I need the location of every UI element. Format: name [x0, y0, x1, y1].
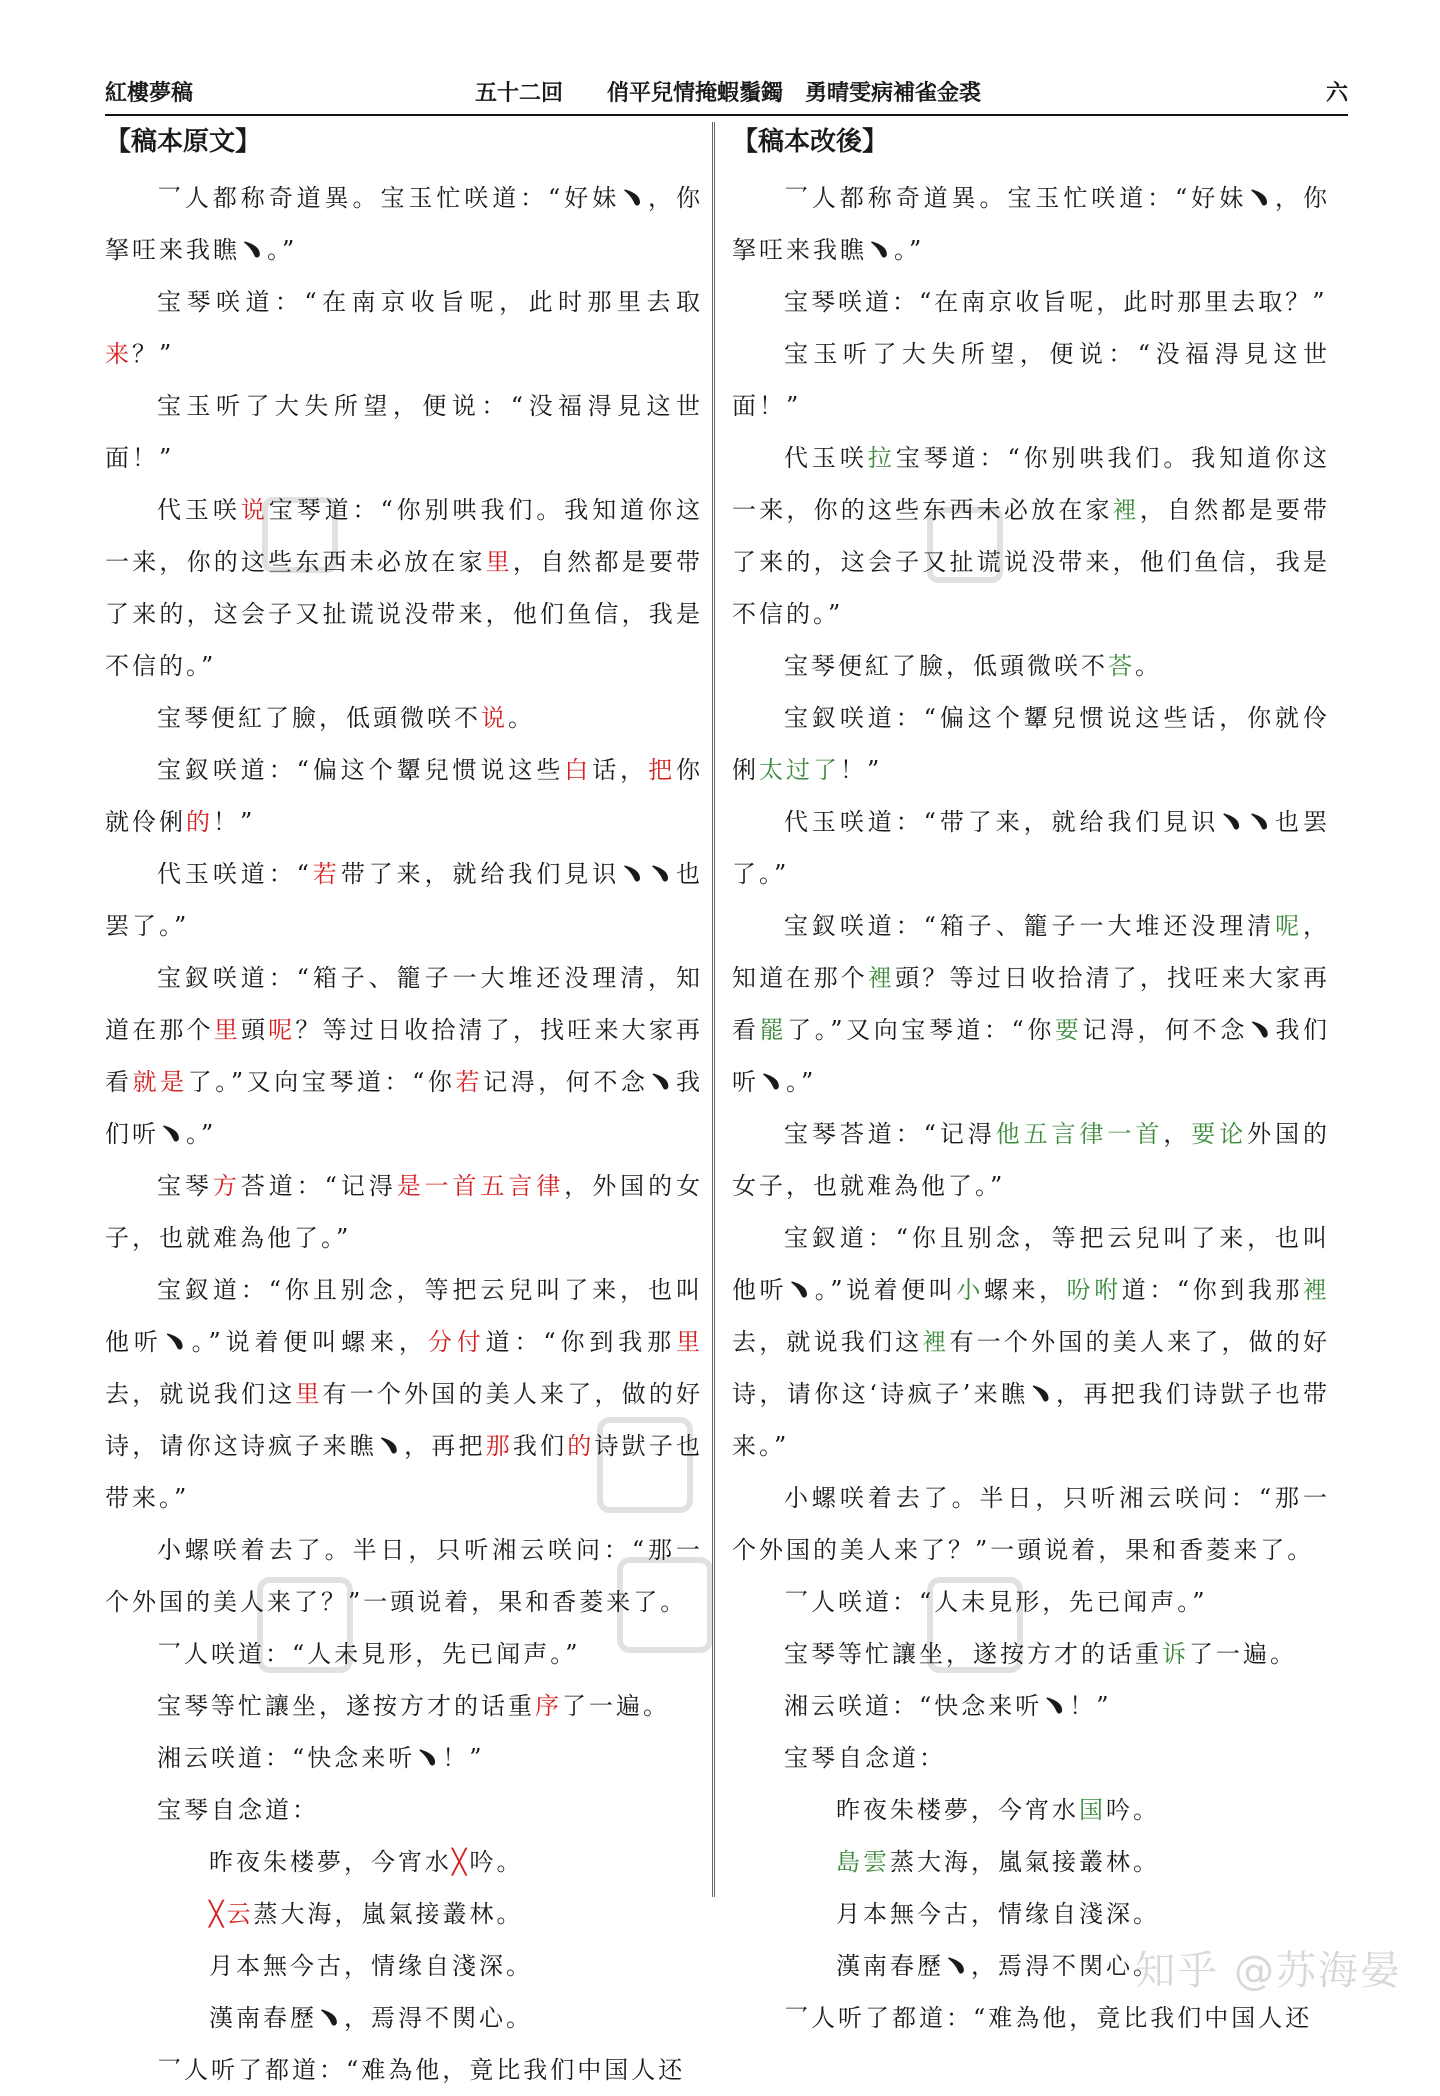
text-segment: 宝琴 [157, 1172, 213, 1200]
text-segment: 乛人都称奇道異。宝玉忙咲道：“好妹﹅，你拏㕵来我瞧﹅。” [105, 184, 703, 264]
poem-line [732, 1888, 1330, 1940]
column-divider [712, 122, 715, 1897]
paragraph [105, 1264, 703, 1524]
text-segment: ， [1163, 1120, 1192, 1148]
text-segment: 宝琴咲道：“在南京收旨呢，此时那里去取 [157, 288, 703, 316]
text-segment: 螺来， [983, 1276, 1067, 1304]
text-segment: 我们 [512, 1432, 568, 1460]
paragraph [732, 1472, 1330, 1576]
revised-text-column [732, 122, 1330, 2044]
text-segment: 宝玉听了大失所望，便说：“没福淂見这世面！” [105, 392, 703, 472]
paragraph [105, 1732, 703, 1784]
text-segment: 宝釵道：“你且别念，等把云兒叫了来，也叫他听﹅。”说着便叫螺来， [105, 1276, 703, 1356]
text-segment: 月本無今古，情缘自淺深。 [209, 1952, 533, 1980]
revised-marked-text: 太过了 [759, 756, 840, 784]
revised-body [732, 172, 1330, 2044]
revised-marked-text: 小 [956, 1276, 984, 1304]
text-segment: 道：“你到我那 [1121, 1276, 1304, 1304]
paragraph [105, 692, 703, 744]
text-segment: 有一个外国的美人来了，做的好诗，请你这诗疯子来瞧﹅，再把 [105, 1380, 704, 1460]
text-segment: 宝琴荅道：“记淂 [784, 1120, 996, 1148]
page-number: 六 [1325, 80, 1348, 106]
text-segment: 昨夜朱楼夢，今宵水 [836, 1796, 1079, 1824]
text-segment: 乛人咲道：“人未見形，先已闻声。” [157, 1640, 581, 1668]
revised-marked-text: 呢 [1275, 912, 1303, 940]
paragraph [105, 380, 703, 484]
paragraph [105, 276, 703, 380]
paragraph [732, 172, 1330, 276]
text-segment: 话， [592, 756, 649, 784]
text-segment: 乛人听了都道：“难為他，竟比我们中国人还 [157, 2056, 686, 2084]
original-section-title: 【稿本原文】 [105, 127, 262, 157]
text-segment: 宝玉听了大失所望，便说：“没福淂見这世面！” [732, 340, 1330, 420]
text-segment: 宝釵咲道：“偏这个顰兒惯说这些话，你就伶俐 [732, 704, 1330, 784]
text-segment: 宝琴自念道： [784, 1744, 946, 1772]
chapter-title: 五十二回 俏平兒情掩蝦鬚鐲 勇晴雯病補雀金裘 [475, 80, 982, 106]
original-marked-text: 白 [564, 756, 593, 784]
text-segment: 去，就说我们这 [105, 1380, 296, 1408]
original-body [105, 172, 703, 2096]
original-text-column [105, 122, 703, 2096]
poem-line [105, 1888, 703, 1940]
text-segment: 了。”又向宝琴道：“你 [787, 1016, 1055, 1044]
poem-line [105, 1940, 703, 1992]
original-marked-text: 说 [240, 496, 269, 524]
revised-marked-text: 裡 [922, 1328, 950, 1356]
text-segment: 宝琴等忙讓坐，遂按方才的话重 [157, 1692, 535, 1720]
paragraph [732, 692, 1330, 796]
poem-line [105, 1992, 703, 2044]
book-title: 紅樓夢稿 [105, 80, 194, 106]
text-segment: 宝琴咲道：“在南京收旨呢，此时那里去取？” [784, 288, 1328, 316]
original-marked-text: 里 [676, 1328, 703, 1356]
text-segment: 去，就说我们这 [732, 1328, 923, 1356]
text-segment: ？等过日收拾清了，找㕵来大家再看 [105, 1016, 704, 1096]
text-segment: 昨夜朱楼夢，今宵水 [209, 1848, 452, 1876]
text-segment: 宝釵咲道：“箱子、籠子一大堆还没理清，知道在那个 [105, 964, 703, 1044]
paragraph [105, 952, 703, 1160]
paragraph [732, 640, 1330, 692]
original-marked-text: 是一首五言律 [396, 1172, 565, 1200]
text-segment: ，知道在那个 [732, 912, 1330, 992]
original-marked-text: 里 [295, 1380, 323, 1408]
paragraph [732, 432, 1330, 640]
text-segment: 代玉咲 [157, 496, 241, 524]
text-segment: 代玉咲 [784, 444, 868, 472]
text-segment: 了一遍。 [1189, 1640, 1297, 1668]
text-segment: 蒸大海，嵐氣接叢林。 [253, 1900, 524, 1928]
text-segment: 带了来，就给我们見识﹅﹅也罢了。” [105, 860, 704, 940]
text-segment: 。 [508, 704, 535, 732]
text-segment: 代玉咲道：“带了来，就给我们見识﹅﹅也罢了。” [732, 808, 1330, 888]
text-segment: 宝琴道：“你别哄我们。我知道你这一来，你的这些东西未必放在家 [732, 444, 1331, 524]
original-marked-text: 来 [105, 340, 132, 368]
text-segment: ，自然都是要带了来的，这会子又扯谎说没带来，他们鱼信，我是不信的。” [732, 496, 1331, 628]
revised-marked-text: 島雲 [836, 1848, 890, 1876]
text-segment: ，外国的女子，也就难為他了。” [105, 1172, 704, 1252]
header-rule [105, 114, 1348, 116]
text-segment: ！” [213, 808, 256, 836]
text-segment: 漢南春歷﹅，焉淂不関心。 [836, 1952, 1160, 1980]
paragraph [732, 1628, 1330, 1680]
text-segment: 頭 [240, 1016, 269, 1044]
revised-marked-text: 要论 [1191, 1120, 1248, 1148]
revised-marked-text: 诉 [1162, 1640, 1189, 1668]
text-segment: 宝琴便紅了臉，低頭微咲不 [784, 652, 1108, 680]
text-segment: 荅道：“记淂 [240, 1172, 397, 1200]
original-marked-text: 分付 [427, 1328, 486, 1356]
paragraph [732, 1732, 1330, 1784]
paragraph [732, 276, 1330, 328]
text-segment: 頭？等过日收拾清了，找㕵来大家再看 [732, 964, 1331, 1044]
text-segment: ，自然都是要带了来的，这会子又扯谎说没带来，他们鱼信，我是不信的。” [105, 548, 704, 680]
original-marked-text: 的 [567, 1432, 595, 1460]
original-marked-text: 若 [455, 1068, 484, 1096]
text-segment: 漢南春歷﹅，焉淂不関心。 [209, 2004, 533, 2032]
text-segment: 月本無今古，情缘自淺深。 [836, 1900, 1160, 1928]
page-header [105, 70, 1348, 120]
text-segment: ！” [840, 756, 883, 784]
text-segment: 乛人听了都道：“难為他，竟比我们中国人还 [784, 2004, 1313, 2032]
paragraph [105, 484, 703, 692]
revised-marked-text: 裡 [1303, 1276, 1331, 1304]
poem-line [732, 1836, 1330, 1888]
footer-credit: 知乎 @苏海晏 [1135, 1948, 1402, 1994]
revised-marked-text: 裡 [867, 964, 896, 992]
paragraph [732, 1576, 1330, 1628]
poem-line [105, 1836, 703, 1888]
revised-marked-text: 他五言律一首 [995, 1120, 1164, 1148]
text-segment: 乛人咲道：“人未見形，先已闻声。” [784, 1588, 1208, 1616]
paragraph [105, 1160, 703, 1264]
paragraph [105, 1524, 703, 1628]
text-segment: 宝琴便紅了臉，低頭微咲不 [157, 704, 481, 732]
text-segment: 宝琴道：“你别哄我们。我知道你这一来，你的这些东西未必放在家 [105, 496, 704, 576]
original-marked-text: 里 [485, 548, 513, 576]
paragraph [732, 1680, 1330, 1732]
revised-marked-text: 吩咐 [1066, 1276, 1122, 1304]
paragraph [732, 796, 1330, 900]
text-segment: 记淂，何不念﹅我们听﹅。” [105, 1068, 704, 1148]
text-segment: 道：“你到我那 [485, 1328, 676, 1356]
revised-section-title: 【稿本改後】 [732, 127, 889, 157]
text-segment: 外国的女子，也就难為他了。” [732, 1120, 1331, 1200]
text-segment: 了。”又向宝琴道：“你 [187, 1068, 456, 1096]
text-segment: 湘云咲道：“快念来听﹅！” [157, 1744, 485, 1772]
paragraph [105, 1680, 703, 1732]
text-segment: 诗獃子也带来。” [105, 1432, 704, 1512]
text-segment: 宝釵咲道：“箱子、籠子一大堆还没理清 [784, 912, 1276, 940]
paragraph [732, 1108, 1330, 1212]
text-segment: ？” [132, 340, 175, 368]
original-marked-text: 方 [212, 1172, 241, 1200]
revised-marked-text: 荅 [1108, 652, 1135, 680]
text-segment: 宝釵道：“你且别念，等把云兒叫了来，也叫他听﹅。”说着便叫 [732, 1224, 1330, 1304]
original-marked-text: 那 [485, 1432, 513, 1460]
text-segment: 记淂，何不念﹅我们听﹅。” [732, 1016, 1331, 1096]
original-marked-text: 说 [481, 704, 508, 732]
revised-marked-text: 国 [1079, 1796, 1106, 1824]
text-segment: 小螺咲着去了。半日，只听湘云咲问：“那一个外国的美人来了？”一頭说着，果和香菱来了。 [105, 1536, 703, 1616]
poem-line [732, 1784, 1330, 1836]
paragraph [105, 1628, 703, 1680]
paragraph [732, 328, 1330, 432]
original-marked-text: 把 [648, 756, 677, 784]
text-segment: 。 [1135, 652, 1162, 680]
original-marked-text: 序 [535, 1692, 562, 1720]
paragraph [105, 1784, 703, 1836]
text-segment: 宝琴等忙讓坐，遂按方才的话重 [784, 1640, 1162, 1668]
paragraph [105, 848, 703, 952]
text-segment: 小螺咲着去了。半日，只听湘云咲问：“那一个外国的美人来了？”一頭说着，果和香菱来了。 [732, 1484, 1330, 1564]
paragraph [732, 900, 1330, 1108]
revised-marked-text: 裡 [1112, 496, 1140, 524]
text-segment: 湘云咲道：“快念来听﹅！” [784, 1692, 1112, 1720]
paragraph [105, 172, 703, 276]
original-marked-text: ╳ [452, 1848, 470, 1876]
original-marked-text: 的 [186, 808, 213, 836]
original-marked-text: 就是 [132, 1068, 188, 1096]
text-segment: 你就伶俐 [105, 756, 704, 836]
paragraph [105, 2044, 703, 2096]
text-segment: 有一个外国的美人来了，做的好诗，请你这‘诗疯子’来瞧﹅，再把我们诗獃子也带来。” [732, 1328, 1331, 1460]
text-segment: 吟。 [469, 1848, 524, 1876]
text-segment: 了一遍。 [562, 1692, 670, 1720]
original-marked-text: 里 [213, 1016, 241, 1044]
original-marked-text: 呢 [268, 1016, 296, 1044]
revised-marked-text: 要 [1054, 1016, 1083, 1044]
text-segment: 乛人都称奇道異。宝玉忙咲道：“好妹﹅，你拏㕵来我瞧﹅。” [732, 184, 1330, 264]
text-segment: 宝琴自念道： [157, 1796, 319, 1824]
text-segment: 代玉咲道：“ [157, 860, 312, 888]
paragraph [732, 1212, 1330, 1472]
text-segment: 宝釵咲道：“偏这个顰兒惯说这些 [157, 756, 565, 784]
original-marked-text: 若 [311, 860, 341, 888]
text-segment: 蒸大海，嵐氣接叢林。 [890, 1848, 1160, 1876]
paragraph [732, 1992, 1330, 2044]
revised-marked-text: 罷 [759, 1016, 788, 1044]
revised-marked-text: 拉 [867, 444, 896, 472]
text-segment: 吟。 [1106, 1796, 1160, 1824]
paragraph [105, 744, 703, 848]
original-marked-text: ╳云 [209, 1900, 254, 1928]
